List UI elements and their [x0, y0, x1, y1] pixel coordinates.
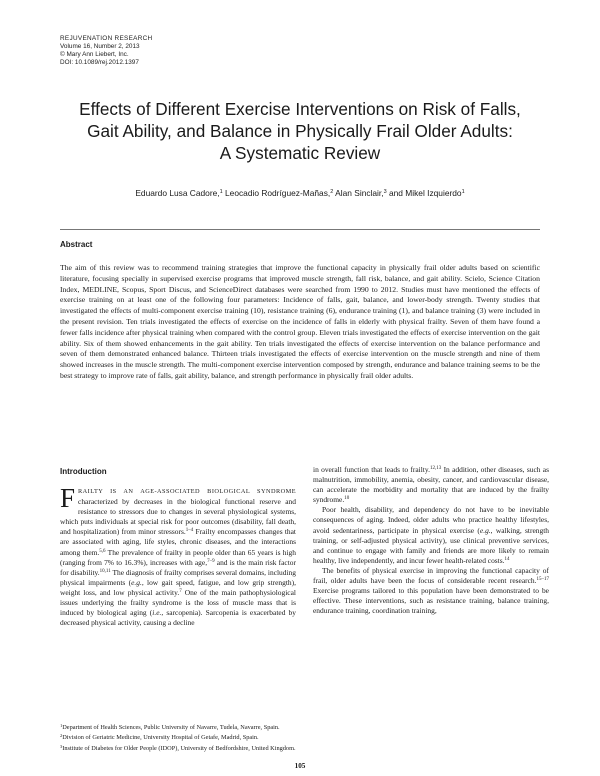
footnote [60, 743, 540, 753]
text-run: In addition, other diseases, such as malnutrition, immobility, anemia, obesity, cancer, and cardiovascular disease, can accelerate the morbidity and mortality that are induced by the frailty syndrome. [313, 465, 549, 505]
italic-run: e.g. [479, 525, 491, 535]
author-affiliation: 3 [383, 189, 387, 195]
citation: 10 [344, 496, 350, 502]
text-run: , low gait speed, fatigue, and low grip strength), weight loss, and low physical activity. [60, 577, 296, 597]
title-line-2: Gait Ability, and Balance in Physically Frail Older Adults: [87, 121, 513, 141]
footnote-number: 3 [60, 743, 63, 749]
text-run: The benefits of physical exercise in improving the functional capacity of frail, older adults have been the focus of considerable recent research. [313, 565, 549, 586]
paragraph [313, 505, 549, 566]
text-run: , sarcopenia). Sarcopenia is exacerbated by decreased physical activity, causing a decline [60, 608, 296, 628]
title-divider [60, 229, 540, 230]
citation: 12,13 [429, 466, 442, 471]
footnote [60, 732, 540, 742]
italic-run: i.e. [152, 608, 162, 618]
drop-cap: F [60, 483, 76, 513]
author-affiliation: 2 [330, 189, 334, 195]
author-name: Alan Sinclair, [335, 188, 384, 198]
small-caps-lead: RAILTY IS AN AGE-ASSOCIATED BIOLOGICAL SYNDROME [78, 488, 296, 495]
citation: 14 [504, 556, 510, 562]
affiliation-footnotes [60, 722, 540, 753]
journal-copyright: © Mary Ann Liebert, Inc. [60, 51, 129, 58]
text-run: Exercise programs tailored to this population have been demonstrated to be effective. These interventions, such as resistance training, balance training, endurance training, coordination training, [313, 586, 549, 616]
paragraph [313, 566, 549, 616]
text-run: in overall function that leads to frailty. [313, 465, 430, 474]
paragraph [60, 483, 297, 628]
paper-title [40, 98, 560, 164]
footnote-number: 2 [60, 733, 63, 739]
abstract-text: The aim of this review was to recommend training strategies that improve the functional capacity in physically frail older adults based on scientific literature, focusing specially in supervised exercise programs that improved muscle strength, fall risk, balance, and gait ability. Scielo, Science Citation Index, MEDLINE, Scopus, Sport Discus, and ScienceDirect databases were searched from 1990 to 2012. Studies must have mentioned the effects of exercise training on at least one of the following four parameters: Incidence of falls, gait, balance, and lower-body strength. Twenty studies that investigated the effects of multi-component exercise training (10), resistance training (6), endurance training (1), and balance training (3) were included in the present revision. Ten trials investigated the effects of exercise on the incidence of falls in elderly with physical frailty. Seven of them have found a fewer falls incidence after physical training when compared with the control group. Eleven trials investigated the effects of exercise intervention on the gait ability. Six of them showed enhancements in the gait ability. Ten trials investigated the effects of exercise intervention on the balance performance and seven of them demonstrated enhanced balance. Thirteen trials investigated the effects of exercise intervention on the muscle strength and nine of them showed increases in the muscle strength. The multi-component exercise intervention composed by strength, endurance and balance training seems to be the best strategy to improve rate of falls, gait ability, balance, and strength performance in physically frail older adults. [60, 263, 540, 380]
citation: 10,11 [99, 568, 111, 574]
text-column-left [60, 483, 297, 628]
journal-doi: DOI: 10.1089/rej.2012.1397 [60, 59, 139, 66]
author-affiliation: 1 [219, 189, 223, 195]
text-run: Poor health, disability, and dependency do not have to be inevitable consequences of aging. Indeed, older adults who practice healthy lifestyles, avoid sedentariness, participate in physical exercise ( [313, 505, 549, 535]
citation: 15–17 [536, 577, 549, 583]
italic-run: e.g. [131, 577, 142, 587]
journal-header [60, 35, 152, 67]
introduction-heading: Introduction [60, 467, 107, 476]
footnote-text: Institute of Diabetes for Older People (IDOP), University of Bedfordshire, United Kingdom. [62, 744, 296, 752]
citation: 5,6 [99, 548, 106, 554]
text-run: characterized by decreases in the biological functional reserve and resistance to stressors due to changes in several physiological systems, which puts individuals at special risk for poor outcomes (disability, fall death, and hospitalization) from minor stressors. [60, 497, 296, 537]
title-line-1: Effects of Different Exercise Interventions on Risk of Falls, [79, 99, 521, 119]
footnote [60, 722, 540, 732]
author-name: Eduardo Lusa Cadore, [135, 188, 220, 198]
author-name: Leocadio Rodríguez-Mañas, [225, 188, 331, 198]
abstract-heading: Abstract [60, 240, 93, 249]
title-line-3: A Systematic Review [219, 143, 381, 163]
author-affiliation: 1 [461, 189, 465, 195]
text-run: Frailty encompasses changes that are associated with aging, life styles, chronic diseases, and the interactions among them. [60, 527, 296, 557]
text-run: One of the main pathophysiological issues underlying the frailty syndrome is the loss of muscle mass that is induced by biological aging ( [60, 587, 296, 618]
journal-name: REJUVENATION RESEARCH [60, 35, 153, 42]
footnote-text: Department of Health Sciences, Public University of Navarre, Tudela, Navarre, Spain. [62, 724, 280, 731]
citation: 7–9 [207, 558, 215, 564]
journal-volume: Volume 16, Number 2, 2013 [60, 43, 140, 50]
author-name: and Mikel Izquierdo [388, 188, 462, 198]
text-column-right [313, 465, 549, 616]
footnote-number: 1 [60, 723, 63, 728]
citation: 7 [179, 588, 182, 594]
text-run: , walking, strength training, or self-adjusted physical activity), use clinical preventive services, and continue to engage with family and friends are more likely to remain healthy, live independently, and incur fewer health-related costs. [313, 525, 549, 565]
paragraph [313, 465, 549, 505]
text-run: The diagnosis of frailty comprises several domains, including physical impairments ( [60, 567, 296, 587]
text-run: and is the main risk factor for disability. [60, 557, 297, 577]
text-run: The prevalence of frailty in people older than 65 years is high (ranging from 7% to 16.3%), increases with age, [60, 547, 296, 567]
footnote-text: Division of Geriatric Medicine, University Hospital of Getafe, Madrid, Spain. [62, 734, 259, 742]
citation: 1–4 [185, 528, 194, 534]
page-number: 105 [294, 762, 306, 770]
author-list [40, 188, 560, 198]
